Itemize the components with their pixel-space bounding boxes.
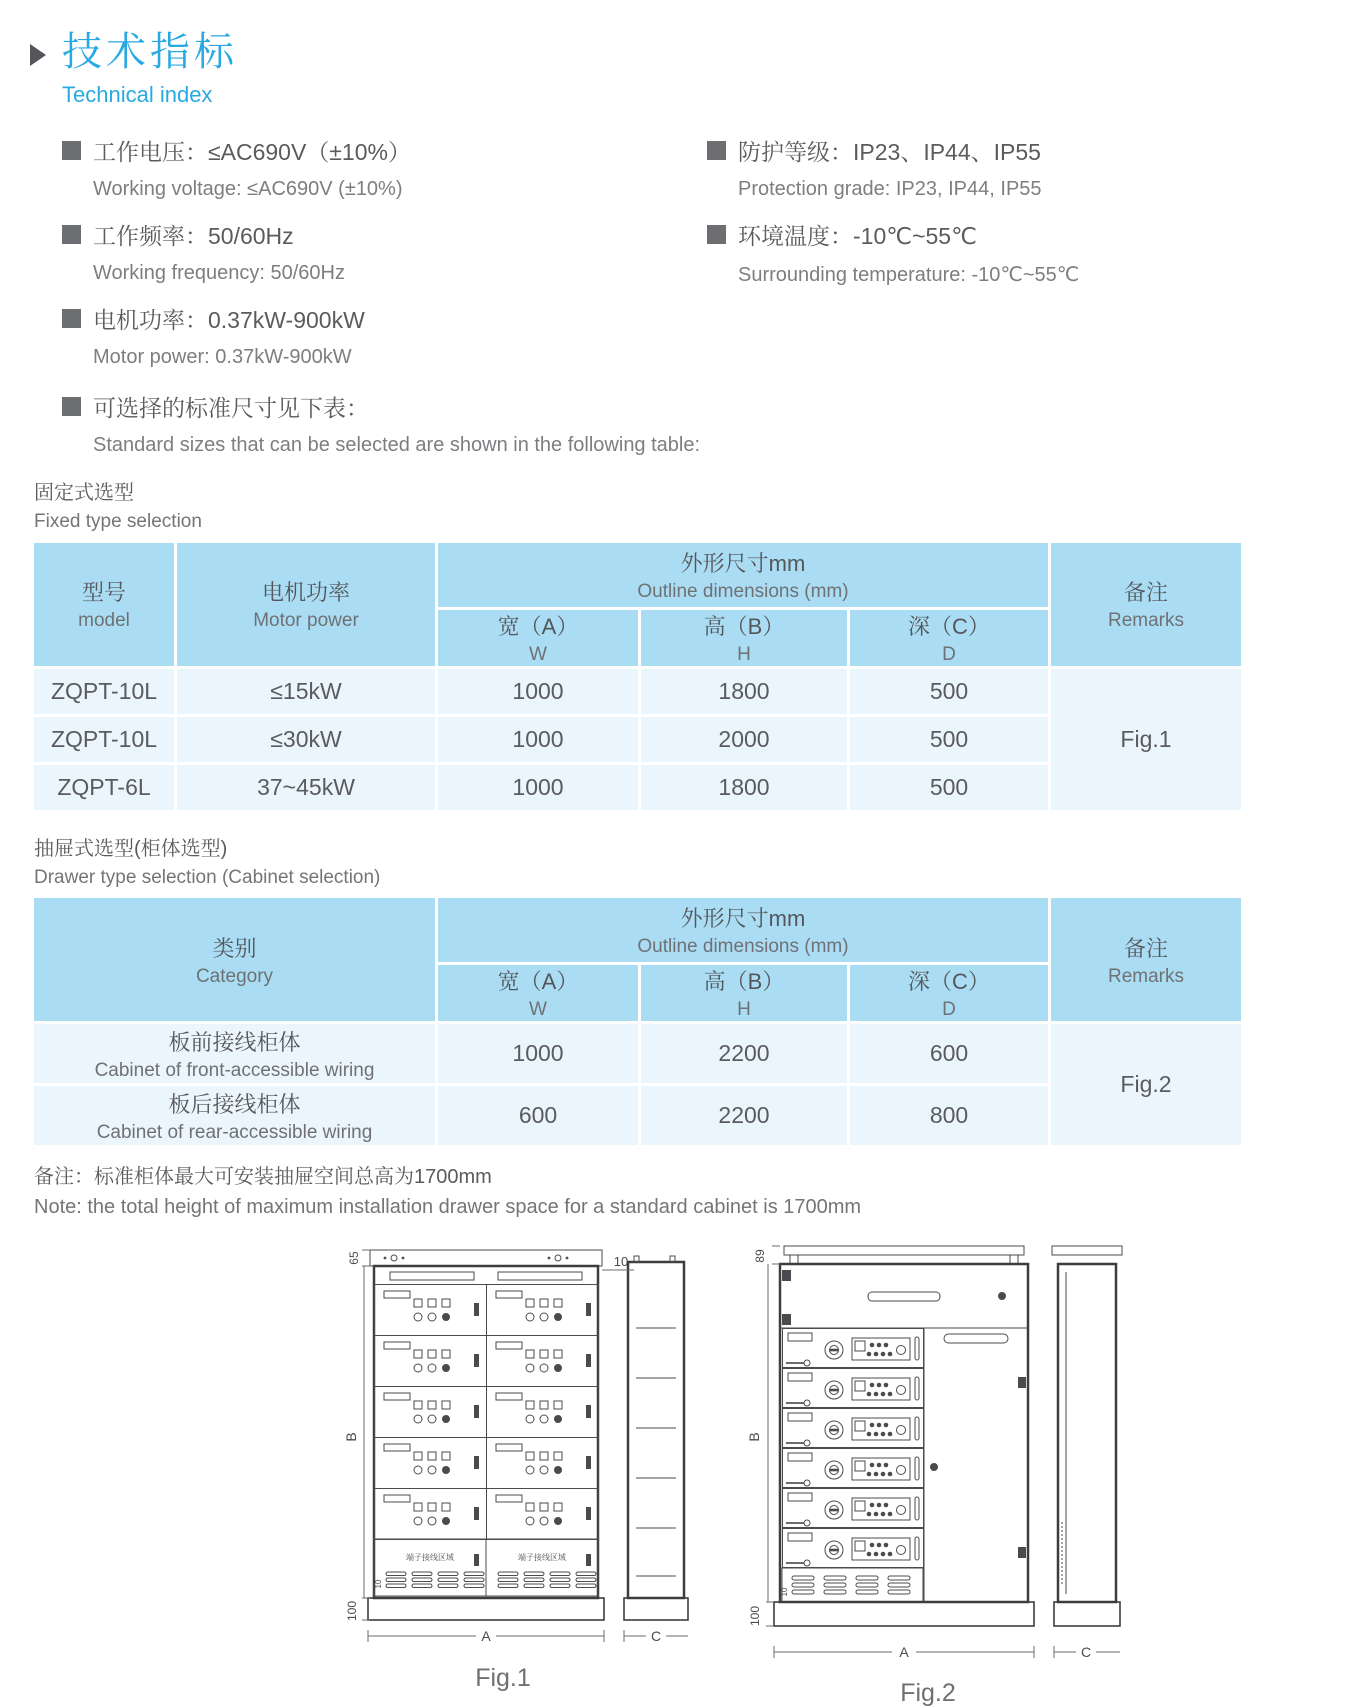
fixed-type-table	[31, 540, 1244, 813]
fig2-dim-10-small: 10	[780, 1587, 789, 1597]
fig1-terminal-label: 端子接线区域	[406, 1553, 454, 1563]
spec-en: Motor power: 0.37kW-900kW	[93, 346, 352, 368]
fig1-dim-100: 100	[345, 1601, 359, 1622]
fig2-dim-100: 100	[748, 1606, 762, 1627]
t2-r1-h: 2200	[641, 1086, 847, 1145]
t1-r1-model: ZQPT-10L	[34, 717, 174, 762]
fig2-drawing	[728, 1232, 1128, 1677]
page-title: 技术指标	[62, 30, 238, 74]
table1-caption	[34, 479, 1357, 536]
fig1-side-view	[624, 1256, 688, 1620]
spec-item	[62, 134, 707, 201]
fig1-dim-C: C	[650, 1628, 662, 1645]
t1-r0-d: 500	[850, 669, 1048, 714]
t1-r1-d: 500	[850, 717, 1048, 762]
fig2-caption: Fig.2	[900, 1679, 956, 1708]
t2-r0-h: 2200	[641, 1024, 847, 1083]
t2-remarks-value: Fig.2	[1051, 1024, 1241, 1145]
bullet-square-icon	[707, 141, 726, 160]
spec-item-sizes	[62, 390, 1357, 457]
spec-item	[707, 134, 1079, 201]
spec-item	[62, 302, 707, 369]
t1-header-model: 型号 model	[34, 543, 174, 666]
fig2-dim-A: A	[899, 1644, 909, 1661]
spec-en: Surrounding temperature: -10℃~55℃	[738, 264, 1080, 286]
t1-r1-power: ≤30kW	[177, 717, 435, 762]
fig1-dimensions	[343, 1250, 688, 1644]
spec-zh: 可选择的标准尺寸见下表：	[93, 395, 369, 421]
fig2-dim-C: C	[1080, 1644, 1092, 1661]
bullet-square-icon	[62, 225, 81, 244]
page-subtitle: Technical index	[62, 82, 213, 107]
footnote-zh: 备注：标准柜体最大可安装抽屉空间总高为1700mm	[34, 1166, 492, 1189]
t1-header-height: 高（B） H	[641, 610, 847, 666]
table1-caption-en: Fixed type selection	[34, 511, 202, 532]
fig1-dim-B: B	[343, 1432, 359, 1442]
figures-row	[0, 1232, 1357, 1708]
t1-r1-h: 2000	[641, 717, 847, 762]
spec-list	[62, 134, 1357, 386]
t2-r1-category: 板后接线柜体 Cabinet of rear-accessible wiring	[34, 1086, 435, 1145]
bullet-square-icon	[707, 225, 726, 244]
t1-header-dimensions: 外形尺寸mm Outline dimensions (mm)	[438, 543, 1048, 607]
fig2-door	[930, 1334, 1026, 1558]
fig1-front-view	[368, 1250, 604, 1620]
table2-caption-en: Drawer type selection (Cabinet selection)	[34, 866, 381, 888]
t1-header-depth: 深（C） D	[850, 610, 1048, 666]
figure-1	[318, 1232, 688, 1693]
drawer-type-table	[31, 895, 1244, 1148]
table-row	[34, 1024, 1241, 1083]
fig1-terminal-area	[374, 1539, 598, 1596]
table-row	[34, 669, 1241, 714]
t1-header-remarks: 备注 Remarks	[1051, 543, 1241, 666]
fig2-front-view	[774, 1246, 1034, 1626]
page-header	[0, 0, 1357, 108]
t2-header-depth: 深（C） D	[850, 965, 1048, 1021]
fig2-dim-89: 89	[753, 1249, 767, 1263]
spec-en: Working voltage: ≤AC690V (±10%)	[93, 178, 403, 200]
t1-r0-w: 1000	[438, 669, 638, 714]
t1-r2-power: 37~45kW	[177, 765, 435, 810]
spec-en: Protection grade: IP23, IP44, IP55	[738, 178, 1042, 200]
footnote-en: Note: the total height of maximum installation drawer space for a standard cabinet is 1700mm	[34, 1196, 862, 1219]
t1-r0-model: ZQPT-10L	[34, 669, 174, 714]
fig1-caption: Fig.1	[475, 1664, 531, 1693]
spec-item	[62, 218, 707, 285]
t2-header-width: 宽（A） W	[438, 965, 638, 1021]
t1-r2-h: 1800	[641, 765, 847, 810]
t2-header-category: 类别 Category	[34, 898, 435, 1021]
t2-header-dimensions: 外形尺寸mm Outline dimensions (mm)	[438, 898, 1048, 962]
t2-r0-w: 1000	[438, 1024, 638, 1083]
t1-r2-w: 1000	[438, 765, 638, 810]
t2-header-height: 高（B） H	[641, 965, 847, 1021]
t2-header-remarks: 备注 Remarks	[1051, 898, 1241, 1021]
t1-header-power: 电机功率 Motor power	[177, 543, 435, 666]
t1-r2-model: ZQPT-6L	[34, 765, 174, 810]
fig1-dim-10: 10	[613, 1254, 629, 1270]
figure-2	[728, 1232, 1128, 1708]
fig1-dim-10-small: 10	[374, 1579, 383, 1589]
fig1-terminal-label: 端子接线区域	[518, 1553, 566, 1563]
fig2-dim-B: B	[746, 1432, 762, 1442]
fig2-vent-area	[782, 1568, 923, 1602]
spec-column-left	[62, 134, 707, 386]
spec-zh: 环境温度：-10℃~55℃	[738, 223, 977, 249]
t1-remarks-value: Fig.1	[1051, 669, 1241, 810]
table2-caption	[34, 835, 1357, 892]
table1-caption-zh: 固定式选型	[34, 482, 134, 504]
t1-header-width: 宽（A） W	[438, 610, 638, 666]
spec-column-right	[707, 134, 1079, 386]
spec-en: Standard sizes that can be selected are shown in the following table:	[93, 434, 701, 456]
section-arrow-icon	[30, 44, 46, 66]
t2-r1-w: 600	[438, 1086, 638, 1145]
t1-r1-w: 1000	[438, 717, 638, 762]
fig1-drawing	[318, 1232, 688, 1662]
fig1-dim-65: 65	[347, 1251, 361, 1265]
t1-r0-h: 1800	[641, 669, 847, 714]
fig1-dim-A: A	[481, 1628, 491, 1645]
t2-r1-d: 800	[850, 1086, 1048, 1145]
t2-r0-d: 600	[850, 1024, 1048, 1083]
spec-zh: 防护等级：IP23、IP44、IP55	[738, 139, 1041, 165]
spec-en: Working frequency: 50/60Hz	[93, 262, 345, 284]
bullet-square-icon	[62, 141, 81, 160]
table2-caption-zh: 抽屉式选型(柜体选型)	[34, 837, 228, 860]
t2-r0-category: 板前接线柜体 Cabinet of front-accessible wiring	[34, 1024, 435, 1083]
t1-r2-d: 500	[850, 765, 1048, 810]
bullet-square-icon	[62, 397, 81, 416]
t1-r0-power: ≤15kW	[177, 669, 435, 714]
spec-zh: 工作频率：50/60Hz	[93, 223, 294, 249]
spec-zh: 工作电压：≤AC690V（±10%）	[93, 139, 411, 165]
spec-zh: 电机功率：0.37kW-900kW	[93, 307, 365, 333]
title-group	[62, 30, 238, 108]
footnote	[34, 1162, 1357, 1222]
spec-item	[707, 218, 1079, 287]
bullet-square-icon	[62, 309, 81, 328]
fig2-side-view	[1052, 1246, 1122, 1626]
